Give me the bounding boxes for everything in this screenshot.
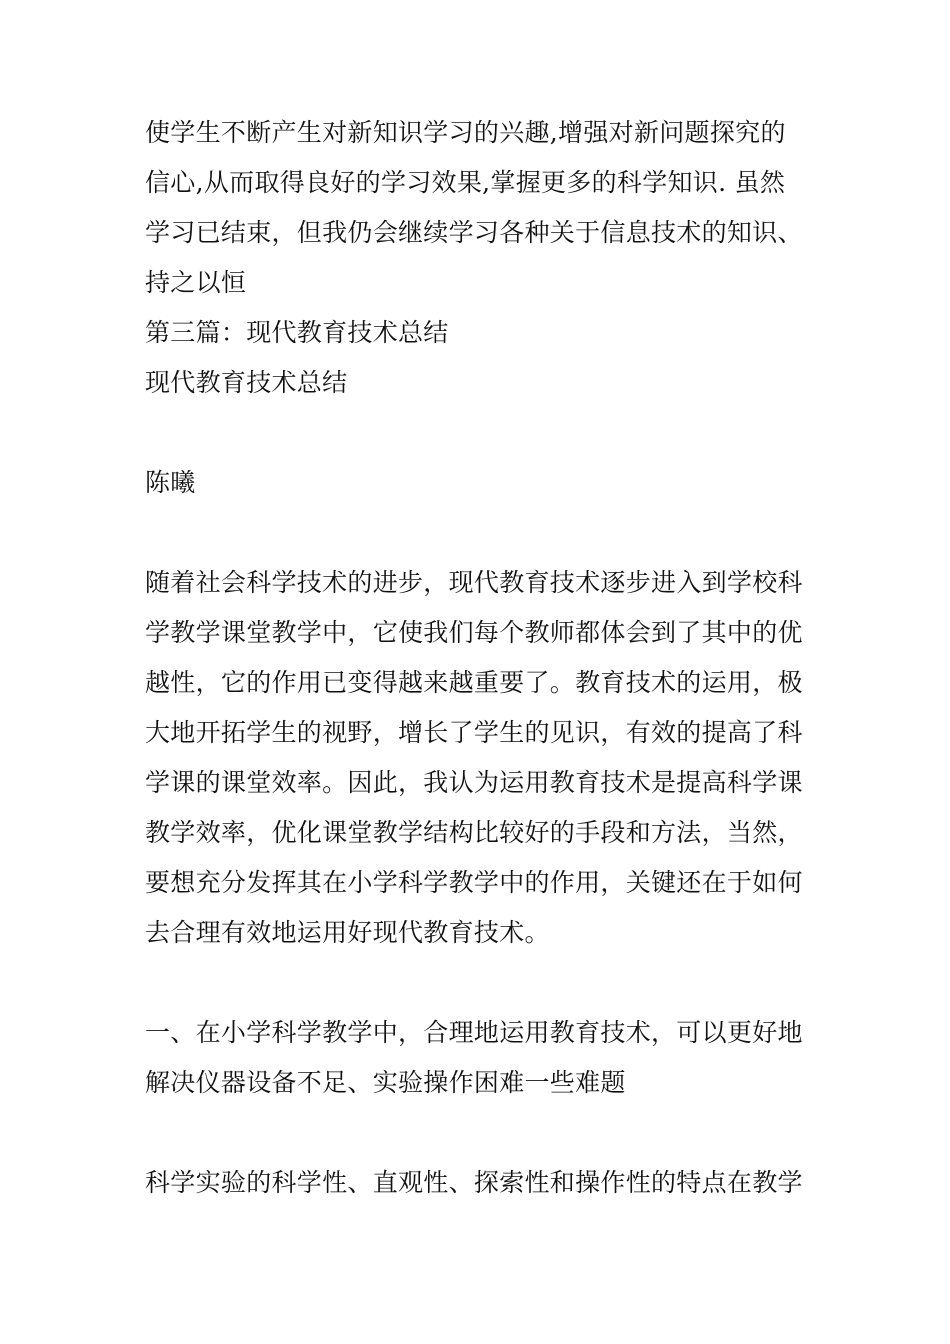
intro-line-2: 信心,从而取得良好的学习效果,掌握更多的科学知识. 虽然 (145, 168, 786, 197)
section-heading: 第三篇：现代教育技术总结 (145, 318, 449, 347)
body-line-8: 去合理有效地运用好现代教育技术。 (145, 918, 550, 947)
author-name: 陈曦 (145, 468, 196, 497)
body-line-2: 学教学课堂教学中，它使我们每个教师都体会到了其中的优 (145, 618, 803, 647)
body-line-6: 教学效率，优化课堂教学结构比较好的手段和方法，当然， (145, 818, 803, 847)
point-one-line-2: 解决仪器设备不足、实验操作困难一些难题 (145, 1068, 626, 1097)
intro-line-3: 学习已结束，但我仍会继续学习各种关于信息技术的知识、 (145, 218, 803, 247)
body-line-3: 越性，它的作用已变得越来越重要了。教育技术的运用，极 (145, 668, 803, 697)
body-line-4: 大地开拓学生的视野，增长了学生的见识，有效的提高了科 (145, 718, 803, 747)
point-one-line-1: 一、在小学科学教学中，合理地运用教育技术，可以更好地 (145, 1018, 803, 1047)
body-line-7: 要想充分发挥其在小学科学教学中的作用，关键还在于如何 (145, 868, 803, 897)
body-line-1: 随着社会科学技术的进步，现代教育技术逐步进入到学校科 (145, 568, 803, 597)
intro-line-4: 持之以恒 (145, 268, 247, 297)
intro-line-1: 使学生不断产生对新知识学习的兴趣,增强对新问题探究的 (145, 118, 786, 147)
body-line-5: 学课的课堂效率。因此，我认为运用教育技术是提高科学课 (145, 768, 803, 797)
document-title: 现代教育技术总结 (145, 368, 348, 397)
last-paragraph-line-1: 科学实验的科学性、直观性、探索性和操作性的特点在教学 (145, 1168, 803, 1197)
